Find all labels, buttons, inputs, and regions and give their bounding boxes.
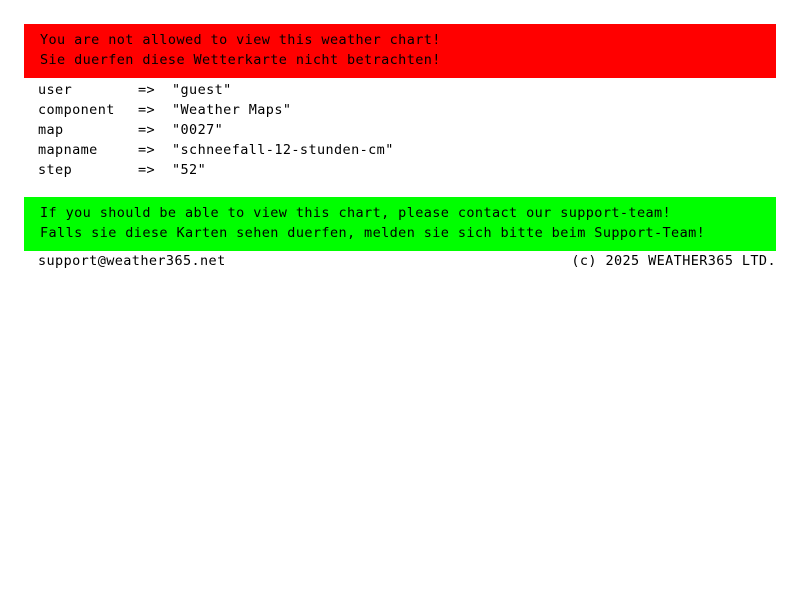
field-key: user <box>38 82 73 98</box>
table-row <box>38 120 394 140</box>
field-arrow: => <box>138 82 156 98</box>
field-arrow: => <box>138 142 156 158</box>
support-email-link[interactable]: support@weather365.net <box>38 253 226 269</box>
table-row <box>38 80 394 100</box>
error-banner-line-en: You are not allowed to view this weather chart! <box>40 32 441 48</box>
copyright-text: (c) 2025 WEATHER365 LTD. <box>571 253 776 269</box>
error-banner-line-de: Sie duerfen diese Wetterkarte nicht betrachten! <box>40 52 441 68</box>
field-value: "0027" <box>172 122 224 138</box>
table-row <box>38 100 394 120</box>
field-key: step <box>38 162 73 178</box>
field-value: "Weather Maps" <box>172 102 292 118</box>
table-row <box>38 140 394 160</box>
info-banner-line-de: Falls sie diese Karten sehen duerfen, melden sie sich bitte beim Support-Team! <box>40 225 706 241</box>
field-arrow: => <box>138 122 156 138</box>
field-arrow: => <box>138 102 156 118</box>
field-value: "52" <box>172 162 207 178</box>
field-key: mapname <box>38 142 98 158</box>
field-value: "schneefall-12-stunden-cm" <box>172 142 394 158</box>
request-details-table <box>38 80 394 180</box>
field-key: map <box>38 122 64 138</box>
info-banner <box>24 197 776 251</box>
error-banner <box>24 24 776 78</box>
field-arrow: => <box>138 162 156 178</box>
field-value: "guest" <box>172 82 232 98</box>
field-key: component <box>38 102 115 118</box>
footer <box>38 251 776 271</box>
table-row <box>38 160 394 180</box>
info-banner-line-en: If you should be able to view this chart, please contact our support-team! <box>40 205 672 221</box>
